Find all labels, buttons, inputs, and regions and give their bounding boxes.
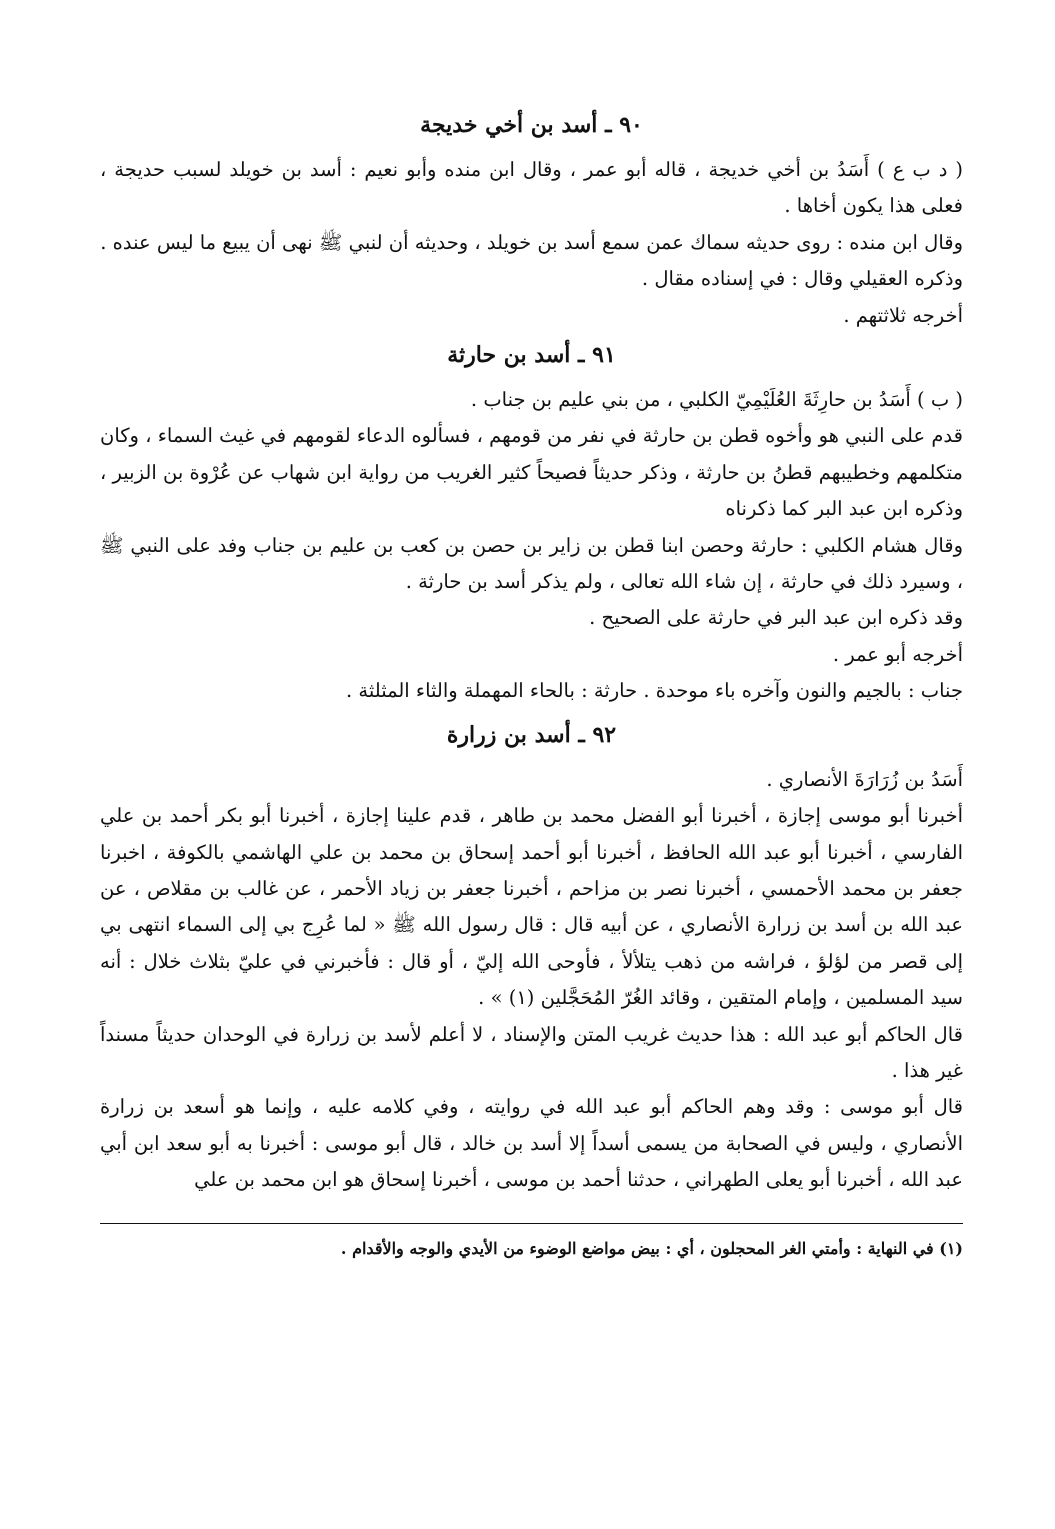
paragraph: وذكره العقيلي وقال : في إسناده مقال . (641, 267, 963, 291)
footnote-divider (100, 1223, 963, 1224)
section-heading: ٩١ ـ أسد بن حارثة (447, 342, 616, 369)
paragraph: أخرجه أبو عمر . (832, 642, 963, 666)
paragraph: جناب : بالجيم والنون وآخره باء موحدة . حارثة : بالحاء المهملة والثاء المثلثة . (346, 679, 963, 703)
section-heading: ٩٢ ـ أسد بن زرارة (446, 721, 617, 748)
paragraph: أخبرنا أبو موسى إجازة ، أخبرنا أبو الفضل محمد بن طاهر ، قدم علينا إجازة ، أخبرنا أبو بكر أحمد بن علي الفارسي ، أخبرنا أبو عبد الله الحافظ ، أخبرنا أبو أحمد إسحاق بن محمد بن علي الهاشمي بالكوفة ، اخبرنا جعفر بن محمد الأحمسي ، أخبرنا نصر بن مزاحم ، أخبرنا جعفر بن زياد الأحمر ، عن غالب بن مقلاص ، عن عبد الله بن أسد بن زرارة الأنصاري ، عن أبيه قال : قال رسول الله ﷺ « لما عُرِج بي إلى السماء انتهى بي إلى قصر من لؤلؤ ، فراشه من ذهب يتلألأ ، فأوحى الله إليّ ، أو قال : فأخبرني في عليّ بثلاث خلال : أنه سيد المسلمين ، وإمام المتقين ، وقائد الغُرّ المُحَجَّلين (١) » . (100, 804, 963, 1010)
paragraph: قال الحاكم أبو عبد الله : هذا حديث غريب المتن والإسناد ، لا أعلم لأسد بن زرارة في الوحدان حديثاً مسنداً غير هذا . (100, 1022, 963, 1082)
paragraph: قدم على النبي هو وأخوه قطن بن حارثة في نفر من قومهم ، فسألوه الدعاء لقومهم في غيث السماء ، وكان متكلمهم وخطيبهم قطنُ بن حارثة ، وذكر حديثاً فصيحاً كثير الغريب من رواية ابن شهاب عن عُرْوة بن الزبير ، وذكره ابن عبد البر كما ذكرناه (100, 424, 963, 521)
paragraph: ( د ب ع ) أَسَدُ بن أخي خديجة ، قاله أبو عمر ، وقال ابن منده وأبو نعيم : أسد بن خويلد لسبب حديجة ، فعلى هذا يكون أخاها . (100, 158, 963, 218)
section-heading: ٩٠ ـ أسد بن أخي خديجة (420, 112, 643, 138)
paragraph: أخرجه ثلاثتهم . (843, 303, 963, 327)
paragraph: قال أبو موسى : وقد وهم الحاكم أبو عبد الله في روايته ، وفي كلامه عليه ، وإنما هو أسعد بن زرارة الأنصاري ، وليس في الصحابة من يسمى أسداً إلا أسد بن خالد ، قال أبو موسى : أخبرنا به أبو سعد ابن أبي عبد الله ، أخبرنا أبو يعلى الطهراني ، حدثنا أحمد بن موسى ، أخبرنا إسحاق هو ابن محمد بن علي (100, 1095, 964, 1192)
paragraph: أَسَدُ بن زُرَارَةَ الأنصاري . (766, 767, 963, 791)
paragraph: ( ب ) أَسَدُ بن حارِثَةَ العُلَيْمِيّ الكلبي ، من بني عليم بن جناب . (470, 388, 963, 412)
paragraph: وقال ابن منده : روى حديثه سماك عمن سمع أسد بن خويلد ، وحديثه أن لنبي ﷺ نهى أن يبيع ما ليس عنده . (100, 230, 963, 254)
footnote: (١) في النهاية : وأمتي الغر المحجلون ، أي : بيض مواضع الوضوء من الأيدي والوجه والأقدام . (340, 1238, 963, 1258)
section-92 (100, 718, 963, 1199)
paragraph: وقد ذكره ابن عبد البر في حارثة على الصحيح . (589, 606, 963, 630)
section-90 (100, 108, 963, 334)
section-91 (100, 338, 963, 710)
paragraph: وقال هشام الكلبي : حارثة وحصن ابنا قطن بن زاير بن حصن بن كعب بن عليم بن جناب وفد على النبي ﷺ ، وسيرد ذلك في حارثة ، إن شاء الله تعالى ، ولم يذكر أسد بن حارثة . (100, 533, 963, 594)
